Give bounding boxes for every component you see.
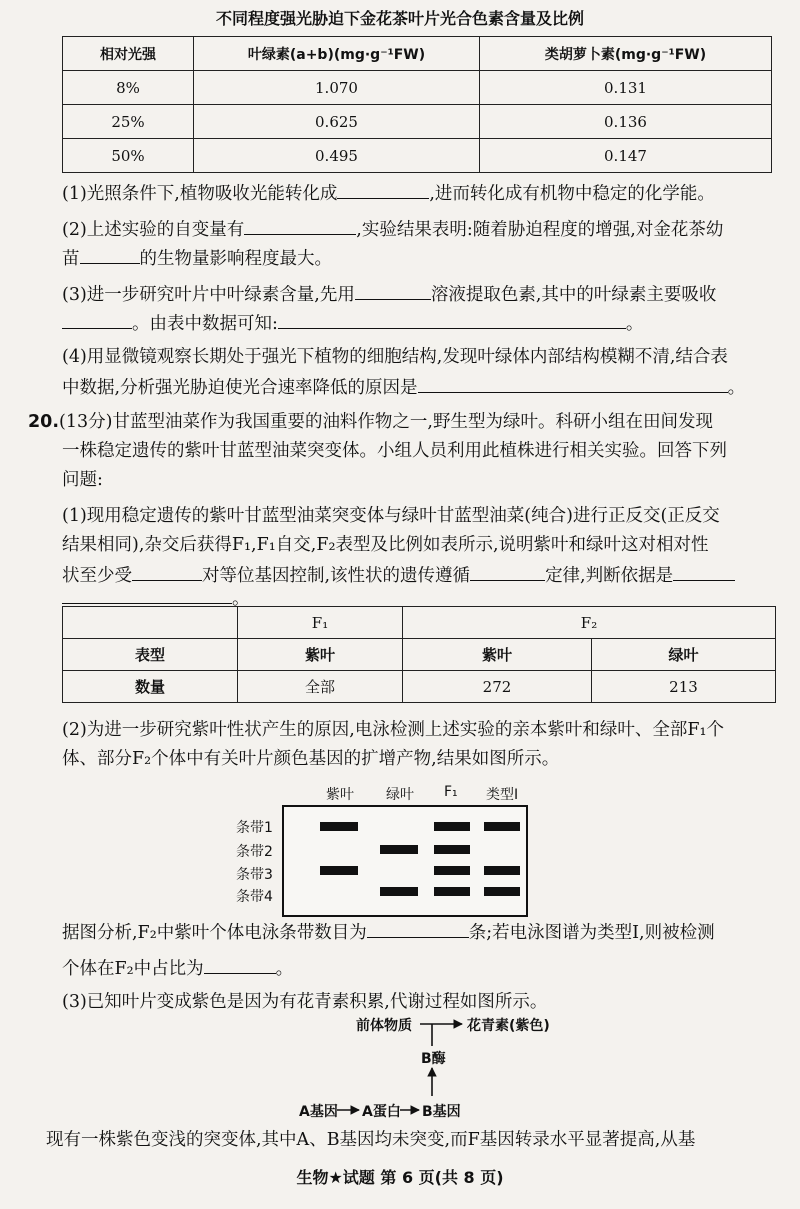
cell: 8%	[63, 71, 194, 105]
q19-part3a: (3)进一步研究叶片中叶绿素含量,先用 溶液提取色素,其中的叶绿素主要吸收	[62, 281, 716, 307]
q20-s2a: (2)为进一步研究紫叶性状产生的原因,电泳检测上述实验的亲本紫叶和绿叶、全部F₁个	[62, 720, 725, 740]
lane-label: 类型Ⅰ	[486, 787, 519, 803]
col-header: 叶绿素(a+b)(mg·g⁻¹FW)	[194, 37, 480, 71]
precursor-label: 前体物质	[356, 1018, 412, 1034]
band-label: 条带2	[236, 844, 273, 860]
cell: 表型	[63, 639, 238, 671]
cell: 0.131	[480, 71, 772, 105]
band-label: 条带4	[236, 889, 273, 905]
q19-part2b: 苗 的生物量影响程度最大。	[62, 245, 332, 271]
cell: F₂	[403, 607, 776, 639]
q20-s2c: 据图分析,F₂中紫叶个体电泳条带数目为 条;若电泳图谱为类型Ⅰ,则被检测	[62, 919, 715, 945]
cell: 213	[592, 671, 776, 703]
q19-part3b: 。由表中数据可知: 。	[62, 310, 643, 336]
cell: 绿叶	[592, 639, 776, 671]
gene-b-label: B基因	[422, 1104, 461, 1120]
cell: 全部	[238, 671, 403, 703]
band-label: 条带1	[236, 820, 273, 836]
anthocyanin-label: 花青素(紫色)	[467, 1018, 550, 1034]
cell: 272	[403, 671, 592, 703]
cell: 0.136	[480, 105, 772, 139]
table-title: 不同程度强光胁迫下金花茶叶片光合色素含量及比例	[215, 9, 584, 28]
q20-intro1: 20.(13分)甘蓝型油菜作为我国重要的油料作物之一,野生型为绿叶。科研小组在田间发现	[28, 412, 713, 432]
q19-part1: (1)光照条件下,植物吸收光能转化成 ,进而转化成有机物中稳定的化学能。	[62, 180, 715, 206]
lane-label: F₁	[444, 784, 458, 800]
q20-s3b: 现有一株紫色变浅的突变体,其中A、B基因均未突变,而F基因转录水平显著提高,从基	[46, 1130, 696, 1150]
cell: 0.495	[194, 139, 480, 173]
cell: 数量	[63, 671, 238, 703]
page-footer: 生物★试题 第 6 页(共 8 页)	[296, 1168, 504, 1187]
cell: 25%	[63, 105, 194, 139]
protein-a-label: A蛋白	[362, 1104, 401, 1120]
cell: 1.070	[194, 71, 480, 105]
q19-part2a: (2)上述实验的自变量有 ,实验结果表明:随着胁迫程度的增强,对金花茶幼	[62, 216, 723, 242]
q20-intro3: 问题:	[62, 470, 103, 490]
q20-s2d: 个体在F₂中占比为 。	[62, 955, 293, 981]
cell: F₁	[238, 607, 403, 639]
col-header: 类胡萝卜素(mg·g⁻¹FW)	[480, 37, 772, 71]
q20-s1c: 状至少受 对等位基因控制,该性状的遗传遵循 定律,判断依据是	[62, 562, 735, 588]
band-label: 条带3	[236, 867, 273, 883]
q20-s3: (3)已知叶片变成紫色是因为有花青素积累,代谢过程如图所示。	[62, 992, 548, 1012]
q20-s1a: (1)现用稳定遗传的紫叶甘蓝型油菜突变体与绿叶甘蓝型油菜(纯合)进行正反交(正反交	[62, 506, 720, 526]
cell: 0.147	[480, 139, 772, 173]
lane-label: 绿叶	[386, 787, 414, 803]
enzyme-b-label: B酶	[421, 1051, 446, 1067]
gene-a-label: A基因	[299, 1104, 338, 1120]
cell: 0.625	[194, 105, 480, 139]
cell: 紫叶	[403, 639, 592, 671]
q20-s2b: 体、部分F₂个体中有关叶片颜色基因的扩增产物,结果如图所示。	[62, 749, 560, 769]
col-header: 相对光强	[63, 37, 194, 71]
cell: 紫叶	[238, 639, 403, 671]
q19-part4a: (4)用显微镜观察长期处于强光下植物的细胞结构,发现叶绿体内部结构模糊不清,结合表	[62, 347, 728, 367]
q19-part4b: 中数据,分析强光胁迫使光合速率降低的原因是 。	[62, 374, 745, 400]
cell: 50%	[63, 139, 194, 173]
q20-s1b: 结果相同),杂交后获得F₁,F₁自交,F₂表型及比例如表所示,说明紫叶和绿叶这对相对性	[62, 535, 709, 555]
q20-s1d: 。	[62, 585, 250, 611]
q20-intro2: 一株稳定遗传的紫叶甘蓝型油菜突变体。小组人员利用此植株进行相关实验。回答下列	[62, 441, 727, 461]
lane-label: 紫叶	[326, 787, 354, 803]
